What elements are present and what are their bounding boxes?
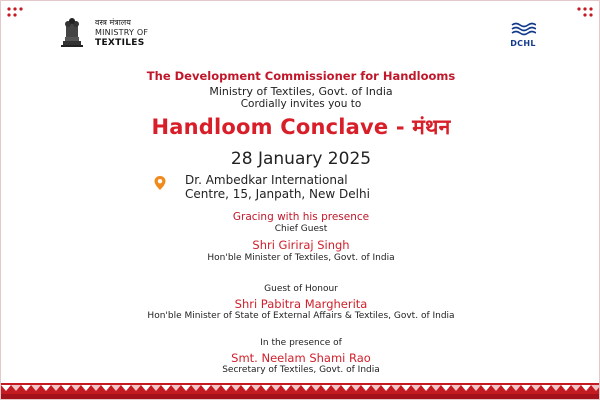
ministry-line: Ministry of Textiles, Govt. of India bbox=[209, 85, 393, 98]
venue-address bbox=[185, 173, 445, 201]
event-date: 28 January 2025 bbox=[230, 149, 372, 169]
ministry-hindi: वस्त्र मंत्रालय bbox=[95, 18, 131, 27]
presence-role: Secretary of Textiles, Govt. of India bbox=[222, 365, 380, 375]
ministry-line1: MINISTRY OF bbox=[95, 28, 149, 37]
host-line: The Development Commissioner for Handlooms bbox=[146, 69, 456, 83]
chief-guest-role: Hon'ble Minister of Textiles, Govt. of India bbox=[207, 253, 395, 263]
ministry-line2: TEXTILES bbox=[95, 38, 145, 48]
guest-of-honour-name: Shri Pabitra Margherita bbox=[234, 297, 368, 311]
invite-line: Cordially invites you to bbox=[240, 98, 362, 110]
presence-name: Smt. Neelam Shami Rao bbox=[231, 351, 371, 365]
national-emblem-icon bbox=[57, 15, 87, 49]
ministry-logo bbox=[95, 18, 148, 48]
presence-label: In the presence of bbox=[260, 338, 342, 348]
header bbox=[1, 1, 600, 61]
event-title: Handloom Conclave - मंथन bbox=[151, 115, 451, 139]
guest-of-honour-role: Hon'ble Minister of State of External Affairs & Textiles, Govt. of India bbox=[147, 311, 455, 321]
venue-line2: Centre, 15, Janpath, New Delhi bbox=[185, 187, 370, 201]
gracing-label: Gracing with his presence bbox=[232, 211, 370, 223]
guest-of-honour-label: Guest of Honour bbox=[264, 284, 338, 294]
location-pin-icon bbox=[153, 175, 167, 191]
chief-guest-label: Chief Guest bbox=[274, 224, 328, 234]
dchl-logo bbox=[501, 21, 545, 48]
venue-line1: Dr. Ambedkar International bbox=[185, 173, 348, 187]
dchl-waves-icon bbox=[510, 21, 536, 37]
chief-guest-name: Shri Giriraj Singh bbox=[252, 238, 350, 252]
dchl-text: DCHL bbox=[510, 39, 536, 48]
textile-border-decoration bbox=[1, 383, 600, 399]
